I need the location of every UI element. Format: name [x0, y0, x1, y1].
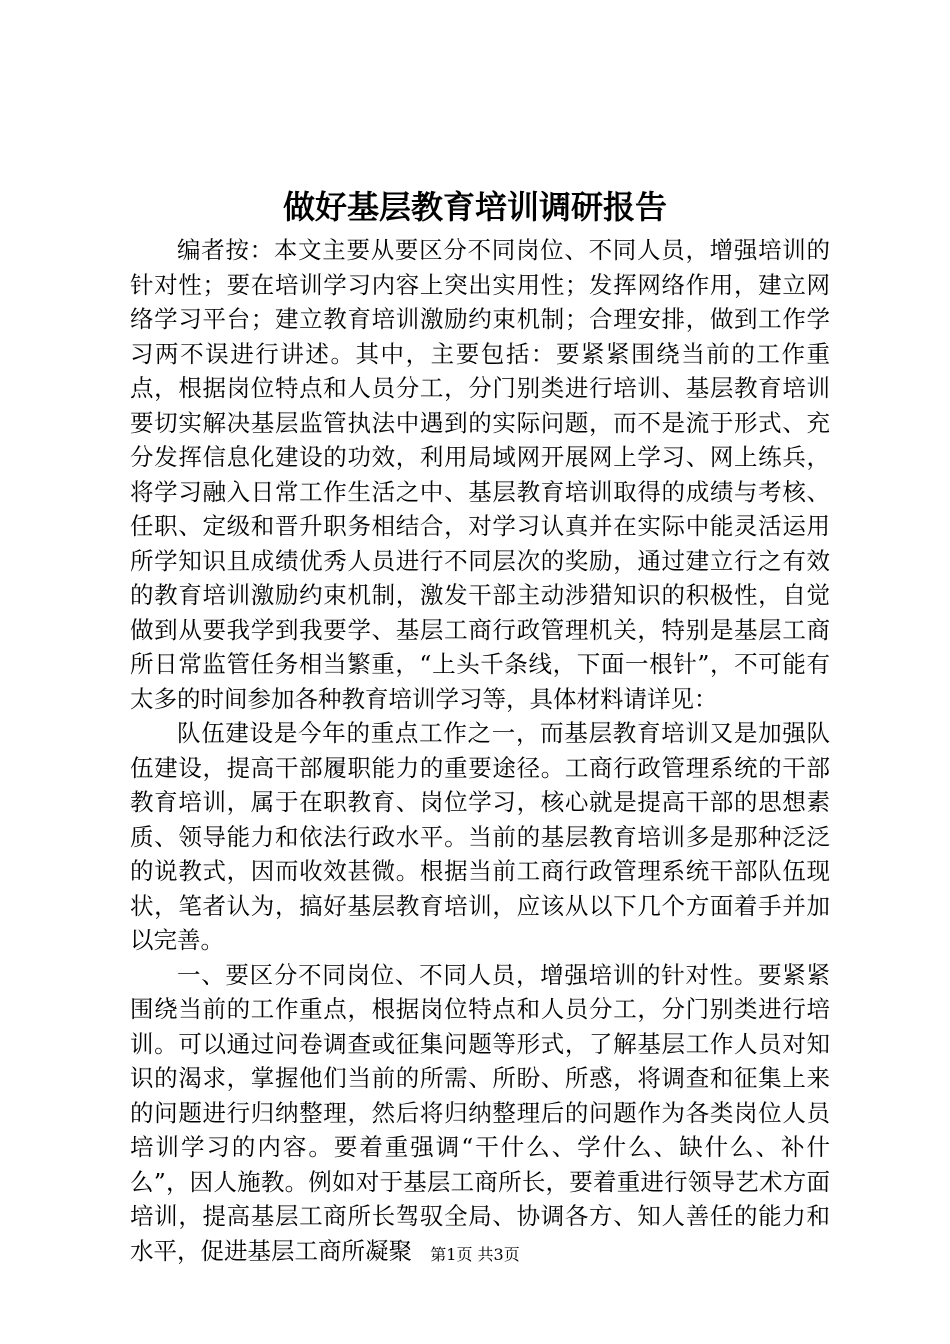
document-body	[130, 233, 830, 1268]
paragraph-section-1: 一、要区分不同岗位、不同人员，增强培训的针对性。要紧紧围绕当前的工作重点，根据岗位特点和人员分工，分门别类进行培训。可以通过问卷调查或征集问题等形式，了解基层工作人员对知识的渴求，掌握他们当前的所需、所盼、所惑，将调查和征集上来的问题进行归纳整理，然后将归纳整理后的问题作为各类岗位人员培训学习的内容。要着重强调“干什么、学什么、缺什么、补什么”，因人施教。例如对于基层工商所长，要着重进行领导艺术方面培训，提高基层工商所长驾驭全局、协调各方、知人善任的能力和水平，促进基层工商所凝聚	[130, 960, 830, 1265]
document-title: 做好基层教育培训调研报告	[282, 188, 667, 226]
page-footer: 第1页 共3页	[430, 1245, 520, 1264]
paragraph-editor-note: 编者按：本文主要从要区分不同岗位、不同人员，增强培训的针对性；要在培训学习内容上突出实用性；发挥网络作用，建立网络学习平台；建立教育培训激励约束机制；合理安排，做到工作学习两不误进行讲述。其中，主要包括：要紧紧围绕当前的工作重点，根据岗位特点和人员分工，分门别类进行培训、基层教育培训要切实解决基层监管执法中遇到的实际问题，而不是流于形式、充分发挥信息化建设的功效，利用局域网开展网上学习、网上练兵，将学习融入日常工作生活之中、基层教育培训取得的成绩与考核、任职、定级和晋升职务相结合，对学习认真并在实际中能灵活运用所学知识且成绩优秀人员进行不同层次的奖励，通过建立行之有效的教育培训激励约束机制，激发干部主动涉猎知识的积极性，自觉做到从要我学到我要学、基层工商行政管理机关，特别是基层工商所日常监管任务相当繁重，“上头千条线，下面一根针”，不可能有太多的时间参加各种教育培训学习等，具体材料请详见：	[130, 236, 830, 713]
paragraph-intro: 队伍建设是今年的重点工作之一，而基层教育培训又是加强队伍建设，提高干部履职能力的重要途径。工商行政管理系统的干部教育培训，属于在职教育、岗位学习，核心就是提高干部的思想素质、领导能力和依法行政水平。当前的基层教育培训多是那种泛泛的说教式，因而收效甚微。根据当前工商行政管理系统干部队伍现状，笔者认为，搞好基层教育培训，应该从以下几个方面着手并加以完善。	[130, 719, 830, 954]
